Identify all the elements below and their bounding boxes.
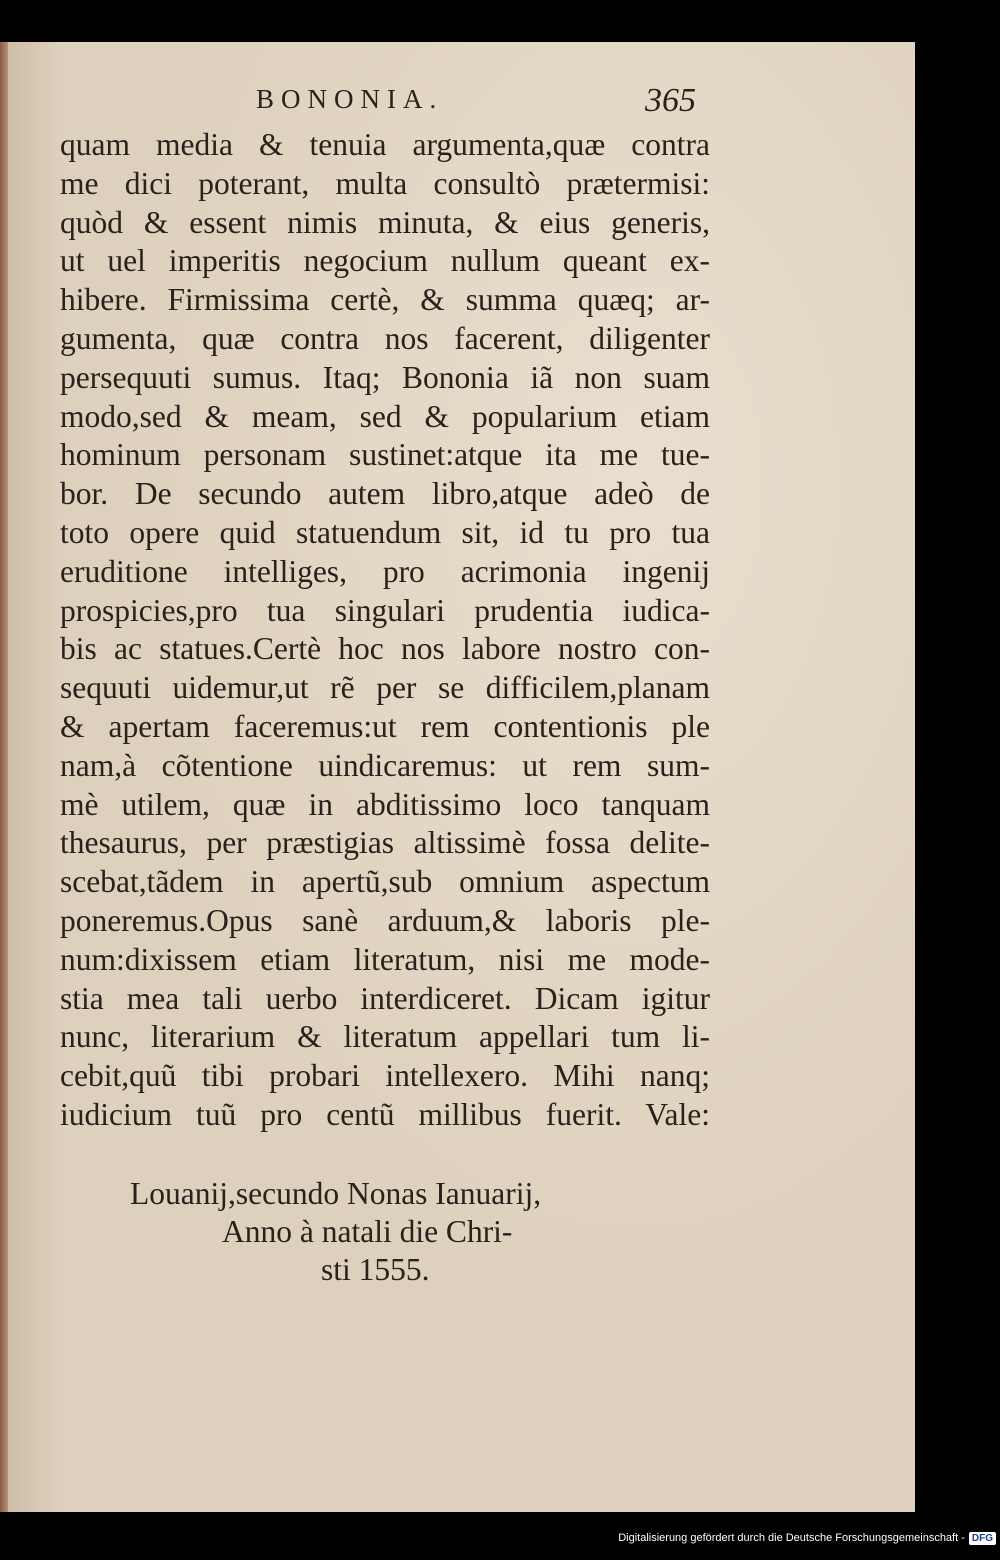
page-header xyxy=(0,82,915,132)
closing-line: Anno à natali die Chri- xyxy=(222,1214,513,1249)
closing-line: sti 1555. xyxy=(321,1252,430,1287)
text-line: gumenta, quæ contra nos facerent, diligenter xyxy=(60,320,710,356)
text-line: nam,à cõtentione uindicaremus: ut rem sum- xyxy=(60,747,710,783)
closing-block xyxy=(60,1175,710,1289)
text-line: me dici poterant, multa consultò prætermisi: xyxy=(60,165,710,201)
text-line: modo,sed & meam, sed & popularium etiam xyxy=(60,398,710,434)
text-line: thesaurus, per præstigias altissimè fossa delite- xyxy=(60,825,710,861)
text-line: ut uel imperitis negocium nullum queant ex- xyxy=(60,243,710,279)
text-line: poneremus.Opus sanè arduum,& laboris ple- xyxy=(60,902,710,938)
running-head: BONONIA. xyxy=(256,84,444,114)
text-line: mè utilem, quæ in abditissimo loco tanquam xyxy=(60,786,710,822)
text-line: quòd & essent nimis minuta, & eius generis, xyxy=(60,204,710,240)
text-line: persequuti sumus. Itaq; Bononia iã non suam xyxy=(60,359,710,395)
text-line: hibere. Firmissima certè, & summa quæq; ar- xyxy=(60,282,710,318)
book-page xyxy=(0,42,915,1512)
text-line: eruditione intelliges, pro acrimonia ingenij xyxy=(60,553,710,589)
text-line: toto opere quid statuendum sit, id tu pro tua xyxy=(60,514,710,550)
text-line: scebat,tãdem in apertũ,sub omnium aspectum xyxy=(60,864,710,900)
text-line: sequuti uidemur,ut rẽ per se difficilem,planam xyxy=(60,670,710,706)
page-number: 365 xyxy=(645,82,696,119)
text-line: cebit,quũ tibi probari intellexero. Mihi nanq; xyxy=(60,1058,710,1094)
text-line: stia mea tali uerbo interdiceret. Dicam igitur xyxy=(60,980,710,1016)
text-line: num:dixissem etiam literatum, nisi me mode- xyxy=(60,941,710,977)
closing-line: Louanij,secundo Nonas Ianuarij, xyxy=(130,1176,542,1211)
text-line: nunc, literarium & literatum appellari tum li- xyxy=(60,1019,710,1055)
text-line: quam media & tenuia argumenta,quæ contra xyxy=(60,127,710,162)
funding-credit: Digitalisierung gefördert durch die Deutsche Forschungsgemeinschaft - xyxy=(618,1532,965,1544)
page-binding-edge xyxy=(0,42,8,1512)
dfg-logo: DFG xyxy=(969,1532,996,1545)
body-text xyxy=(60,126,710,1135)
text-line: & apertam faceremus:ut rem contentionis ple xyxy=(60,708,710,744)
text-line: prospicies,pro tua singulari prudentia iudica- xyxy=(60,592,710,628)
text-line: bis ac statues.Certè hoc nos labore nostro con- xyxy=(60,631,710,667)
text-line: bor. De secundo autem libro,atque adeò de xyxy=(60,476,710,512)
text-line: iudicium tuũ pro centũ millibus fuerit. Vale: xyxy=(60,1096,710,1132)
digitization-footer xyxy=(618,1526,1000,1550)
text-line: hominum personam sustinet:atque ita me tue- xyxy=(60,437,710,473)
